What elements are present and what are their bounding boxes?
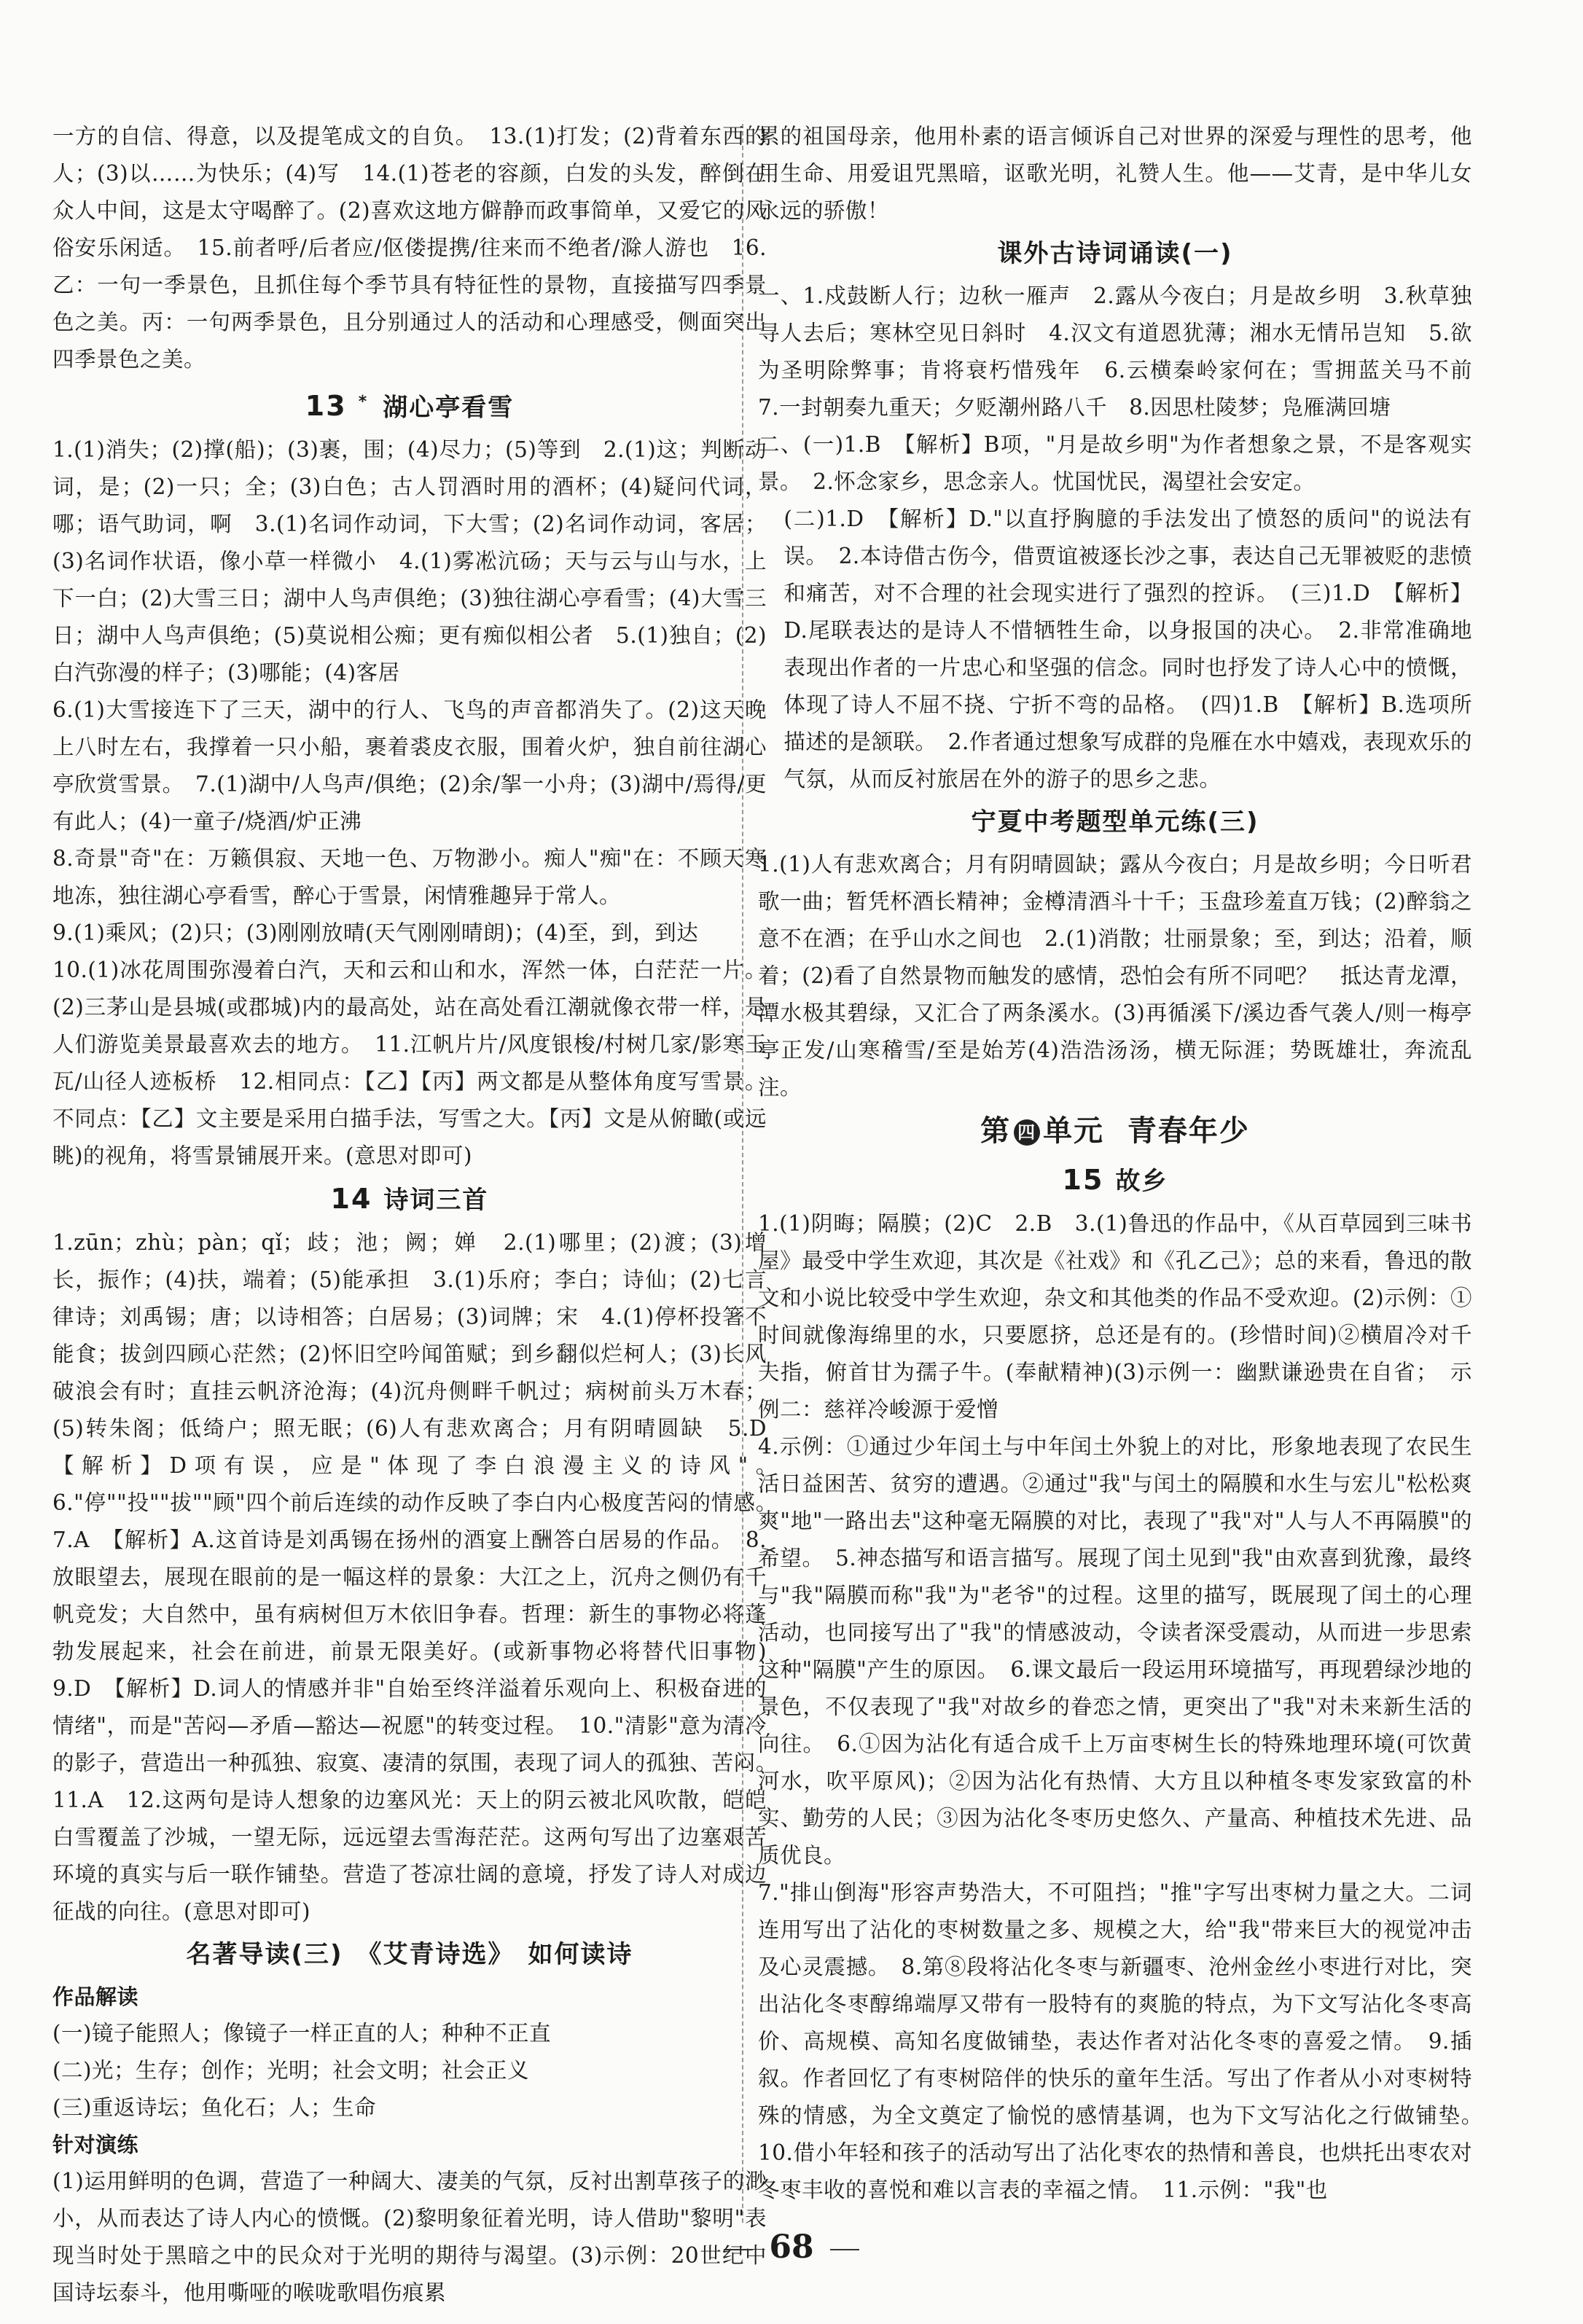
lesson15-heading: [758, 1157, 1472, 1204]
practice-paragraph: (1)运用鲜明的色调，营造了一种阔大、凄美的气氛，反衬出割草孩子的渺小，从而表达了诗人内心的愤慨。(2)黎明象征着光明，诗人借助"黎明"表现当时处于黑暗之中的民众对于光明的期待与渴望。(3)示例：20世纪中国诗坛泰斗，他用嘶哑的喉咙歌唱伤痕累: [52, 2169, 767, 2306]
lesson15-paragraph: 7."排山倒海"形容声势浩大，不可阻挡；"推"字写出枣树力量之大。二词连用写出了沾化的枣树数量之多、规模之大，给"我"带来巨大的视觉冲击及心灵震撼。 8.第⑧段将沾化冬枣与新疆枣、沧州金丝小枣进行对比，突出沾化冬枣醇绵端厚又带有一股特有的爽脆的特点，为下文写沾化冬枣高价、高规模、高知名度做铺垫，表达作者对沾化冬枣的喜爱之情。 9.插叙。作者回忆了有枣树陪伴的快乐的童年生活。写出了作者从小对枣树特殊的情感，为全文奠定了愉悦的感情基调，也为下文写沾化之行做铺垫。 10.借小年轻和孩子的活动写出了沾化枣农的热情和善良，也烘托出枣农对冬枣丰收的喜悦和难以言表的幸福之情。 11.示例："我"也: [758, 1880, 1495, 2202]
lesson13-paragraph: 8.奇景"奇"在：万籁俱寂、天地一色、万物渺小。痴人"痴"在：不顾天寒地冻，独往湖心亭看雪，醉心于雪景，闲情雅趣异于常人。: [52, 846, 767, 909]
works-item: (一)镜子能照人；像镜子一样正直的人；种种不正直: [52, 2021, 552, 2046]
lesson13-number: 13: [305, 390, 347, 423]
lesson13-mark: *: [358, 393, 369, 411]
unit-heading: [758, 1106, 1472, 1156]
lesson15-number: 15: [1062, 1164, 1104, 1196]
works-item: (三)重返诗坛；鱼化石；人；生命: [52, 2095, 377, 2121]
works-item: (二)光；生存；创作；光明；社会文明；社会正义: [52, 2058, 530, 2084]
classical-poetry-paragraph: 二、(一)1.B 【解析】B项，"月是故乡明"为作者想象之景，不是客观实景。 2.怀念家乡，思念亲人。忧国忧民，渴望社会安定。: [758, 432, 1472, 494]
lesson13-title: 湖心亭看雪: [383, 393, 515, 423]
lesson13-paragraph: 9.(1)乘风；(2)只；(3)刚刚放晴(天气刚刚晴朗)；(4)至，到，到达: [52, 920, 699, 946]
practice-label: 针对演练: [52, 2132, 139, 2158]
left-column: [52, 118, 789, 2306]
lesson13-paragraph: 1.(1)消失；(2)撑(船)；(3)裹，围；(4)尽力；(5)等到 2.(1)这；判断动词，是；(2)一只；全；(3)白色；古人罚酒时用的酒杯；(4)疑问代词，哪；语气助词，啊 3.(1)名词作动词，下大雪；(2)名词作动词，客居；(3)名词作状语，像小草一样微小 4.(1)雾凇沆砀；天与云与山与水，上下一白；(2)大雪三日；湖中人鸟声俱绝；(3)独往湖心亭看雪；(4)大雪三日；湖中人鸟声俱绝；(5)莫说相公痴；更有痴似相公者 5.(1)独自；(2)白汽弥漫的样子；(3)哪能；(4)客居: [52, 437, 767, 686]
classical-poetry-indented-paragraph: (二)1.D 【解析】D."以直抒胸臆的手法发出了愤怒的质问"的说法有误。 2.本诗借古伤今，借贾谊被逐长沙之事，表达自己无罪被贬的悲愤和痛苦，对不合理的社会现实进行了强烈的控诉。 (三)1.D 【解析】D.尾联表达的是诗人不惜牺牲生命，以身报国的决心。 2.非常准确地表现出作者的一片忠心和坚强的信念。同时也抒发了诗人心中的愤慨，体现了诗人不屈不挠、宁折不弯的品格。 (四)1.B 【解析】B.选项所描述的是颔联。 2.作者通过想象写成群的凫雁在水中嬉戏，表现欢乐的气氛，从而反衬旅居在外的游子的思乡之悲。: [783, 506, 1472, 791]
unit-suffix: 单元: [1043, 1114, 1105, 1148]
lesson14-paragraph: 1.zūn；zhù；pàn；qǐ；歧；池；阙；婵 2.(1)哪里；(2)渡；(3)增长，振作；(4)扶，端着；(5)能承担 3.(1)乐府；李白；诗仙；(2)七言律诗；刘禹锡；唐；以诗相答；白居易；(3)词牌；宋 4.(1)停杯投箸不能食；拔剑四顾心茫然；(2)怀旧空吟闻笛赋；到乡翻似烂柯人；(3)长风破浪会有时；直挂云帆济沧海；(4)沉舟侧畔千帆过；病树前头万木春；(5)转朱阁；低绮户；照无眠；(6)人有悲欢离合；月有阴晴圆缺 5.D 【解析】D项有误，应是"体现了李白浪漫主义的诗风"。 6."停""投""拔""顾"四个前后连续的动作反映了李白内心极度苦闷的情感。 7.A 【解析】A.这首诗是刘禹锡在扬州的酒宴上酬答白居易的作品。 8.放眼望去，展现在眼前的是一幅这样的景象：大江之上，沉舟之侧仍有千帆竞发；大自然中，虽有病树但万木依旧争春。哲理：新生的事物必将蓬勃发展起来，社会在前进，前景无限美好。(或新事物必将替代旧事物) 9.D 【解析】D.词人的情感并非"自始至终洋溢着乐观向上、积极奋进的情绪"，而是"苦闷—矛盾—豁达—祝愿"的转变过程。 10."清影"意为清冷的影子，营造出一种孤独、寂寞、凄清的氛围，表现了词人的孤独、苦闷。 11.A 12.这两句是诗人想象的边塞风光：天上的阴云被北风吹散，皑皑白雪覆盖了沙城，一望无际，远远望去雪海茫茫。这两句写出了边塞艰苦环境的真实与后一联作铺垫。营造了苍凉壮阔的意境，抒发了诗人对成边征战的向往。(意思对即可): [52, 1230, 789, 1925]
lesson15-title: 故乡: [1115, 1167, 1168, 1196]
page-number: [0, 2229, 1583, 2266]
unit-number-badge: 四: [1014, 1119, 1040, 1146]
ningxia-exam-paragraph: 1.(1)人有悲欢离合；月有阴晴圆缺；露从今夜白；月是故乡明；今日听君歌一曲；暂凭杯酒长精神；金樽清酒斗十千；玉盘珍羞直万钱；(2)醉翁之意不在酒；在乎山水之间也 2.(1)消散；壮丽景象；至，到达；沿着，顺着；(2)看了自然景物而触发的感情，恐怕会有所不同吧？ 抵达青龙潭，潭水极其碧绿，又汇合了两条溪水。(3)再循溪下/溪边香气袭人/则一梅亭亭正发/山寒稽雪/至是始芳(4)浩浩汤汤，横无际涯；势既雄壮，奔流乱注。: [758, 852, 1472, 1100]
page-number-dash-right: [830, 2249, 859, 2250]
lesson13-paragraph: 10.(1)冰花周围弥漫着白汽，天和云和山和水，浑然一体，白茫茫一片。(2)三茅山是县城(或郡城)内的最高处，站在高处看江潮就像衣带一样，是人们游览美景最喜欢去的地方。 11.江帆片片/风度银梭/村树几家/影寒玉瓦/山径人迹板桥 12.相同点：【乙】【丙】两文都是从整体角度写雪景。不同点：【乙】文主要是采用白描手法，写雪之大。【丙】文是从俯瞰(或远眺)的视角，将雪景铺展开来。(意思对即可): [52, 958, 767, 1169]
ningxia-exam-heading: 宁夏中考题型单元练(三): [971, 807, 1259, 837]
right-intro-paragraph: 累的祖国母亲，他用朴素的语言倾诉自己对世界的深爱与理性的思考，他用生命、用爱诅咒黑暗，讴歌光明，礼赞人生。他——艾青，是中华儿女永远的骄傲！: [758, 124, 1472, 223]
right-column: [758, 118, 1495, 2217]
unit-prefix: 第: [980, 1114, 1012, 1148]
left-intro-paragraph: 一方的自信、得意，以及提笔成文的自负。 13.(1)打发；(2)背着东西的人；(3)以……为快乐；(4)写 14.(1)苍老的容颜，白发的头发，醉倒在众人中间，这是太守喝醉了。(2)喜欢这地方僻静而政事简单，又爱它的风俗安乐闲适。 15.前者呼/后者应/伛偻提携/往来而不绝者/滁人游也 16.乙：一句一季景色，且抓住每个季节具有特征性的景物，直接描写四季景色之美。丙：一句两季景色，且分别通过人的活动和心理感受，侧面突出四季景色之美。: [52, 124, 767, 372]
classical-poetry-heading: 课外古诗词诵读(一): [997, 239, 1233, 268]
page-number-value: 68: [769, 2229, 814, 2266]
lesson14-number: 14: [330, 1183, 372, 1216]
lesson15-paragraph: 1.(1)阴晦；隔膜；(2)C 2.B 3.(1)鲁迅的作品中，《从百草园到三味书屋》最受中学生欢迎，其次是《社戏》和《孔乙己》；总的来看，鲁迅的散文和小说比较受中学生欢迎，杂文和其他类的作品不受欢迎。(2)示例：①时间就像海绵里的水，只要愿挤，总还是有的。(珍惜时间)②横眉冷对千夫指，俯首甘为孺子牛。(奉献精神)(3)示例一：幽默谦逊贵在自省； 示例二：慈祥冷峻源于爱憎: [758, 1211, 1472, 1422]
works-interpretation-label: 作品解读: [52, 1984, 139, 2010]
lesson14-title: 诗词三首: [383, 1186, 489, 1216]
lesson13-paragraph: 6.(1)大雪接连下了三天，湖中的行人、飞鸟的声音都消失了。(2)这天晚上八时左右，我撑着一只小船，裹着裘皮衣服，围着火炉，独自前往湖心亭欣赏雪景。 7.(1)湖中/人鸟声/俱绝；(2)余/挐一小舟；(3)湖中/焉得/更有此人；(4)一童子/烧酒/炉正沸: [52, 697, 767, 834]
reading-guide-heading: 名著导读(三) 《艾青诗选》 如何读诗: [186, 1940, 633, 1970]
lesson14-heading: [52, 1176, 767, 1223]
page-number-dash-left: [724, 2249, 753, 2250]
lesson15-paragraph: 4.示例：①通过少年闰土与中年闰土外貌上的对比，形象地表现了农民生活日益困苦、贫穷的遭遇。②通过"我"与闰土的隔膜和水生与宏儿"松松爽爽"地"一路出去"这种毫无隔膜的对比，表现了"我"对"人与人不再隔膜"的希望。 5.神态描写和语言描写。展现了闰土见到"我"由欢喜到犹豫，最终与"我"隔膜而称"我"为"老爷"的过程。这里的描写，既展现了闰土的心理活动，也同接写出了"我"的情感波动，令读者深受震动，从而进一步思索这种"隔膜"产生的原因。 6.课文最后一段运用环境描写，再现碧绿沙地的景色，不仅表现了"我"对故乡的眷恋之情，更突出了"我"对未来新生活的向往。 6.①因为沾化有适合成千上万亩枣树生长的特殊地理环境(可饮黄河水，吹平原风)；②因为沾化有热情、大方且以种植冬枣发家致富的朴实、勤劳的人民；③因为沾化冬枣历史悠久、产量高、种植技术先进、品质优良。: [758, 1434, 1472, 1868]
unit-name: 青春年少: [1127, 1114, 1250, 1148]
classical-poetry-paragraph: 一、1.戍鼓断人行；边秋一雁声 2.露从今夜白；月是故乡明 3.秋草独寻人去后；寒林空见日斜时 4.汉文有道恩犹薄；湘水无情吊岂知 5.欲为圣明除弊事；肯将衰朽惜残年 6.云横秦岭家何在；雪拥蓝关马不前 7.一封朝奏九重天；夕贬潮州路八千 8.因思杜陵梦；凫雁满回塘: [758, 283, 1495, 420]
lesson13-heading: [52, 380, 767, 430]
